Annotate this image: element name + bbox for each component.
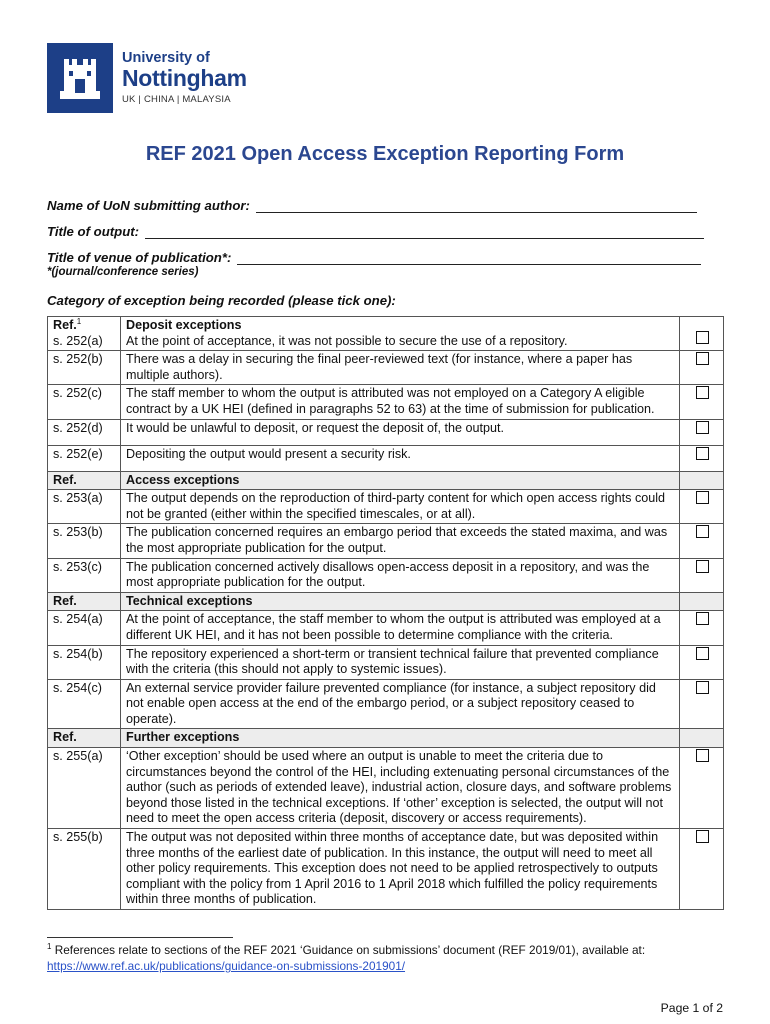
ref-cell — [48, 317, 121, 351]
exception-description — [121, 611, 680, 645]
footnote-text: References relate to sections of the REF 2021 ‘Guidance on submissions’ document (REF 2019/01), available at: — [51, 943, 646, 957]
ref-code: s. 254(a) — [53, 612, 103, 627]
ref-header: Ref. — [48, 592, 121, 611]
venue-label: Title of venue of publication*: — [47, 250, 232, 265]
checkbox-254c[interactable] — [696, 681, 709, 694]
page-title: REF 2021 Open Access Exception Reporting Form — [145, 143, 625, 165]
checkbox-252c[interactable] — [696, 386, 709, 399]
exception-description — [121, 748, 680, 829]
ref-cell — [48, 419, 121, 445]
ref-cell — [48, 748, 121, 829]
exception-text: There was a delay in securing the final peer-reviewed text (for instance, where a paper has multiple authors). — [126, 352, 633, 382]
logo-campuses: UK | CHINA | MALAYSIA — [122, 94, 231, 105]
checkbox-cell — [680, 445, 724, 471]
ref-code: s. 252(e) — [53, 446, 103, 461]
ref-footnote-marker: 1 — [76, 316, 82, 326]
checkbox-cell — [680, 829, 724, 910]
checkbox-cell — [680, 317, 724, 351]
checkbox-cell — [680, 748, 724, 829]
ref-code: s. 253(a) — [53, 491, 103, 506]
logo-university-of: University of — [122, 50, 210, 66]
checkbox-cell — [680, 524, 724, 558]
section-heading: Access exceptions — [121, 471, 680, 490]
exception-text: The publication concerned requires an embargo period that exceeds the stated maxima, and was the most appropriate publication for the output. — [126, 525, 668, 555]
checkbox-cell — [680, 419, 724, 445]
ref-cell — [48, 679, 121, 729]
exception-description — [121, 829, 680, 910]
exception-text: It would be unlawful to deposit, or request the deposit of, the output. — [126, 420, 505, 435]
ref-code: s. 253(b) — [53, 525, 103, 540]
exception-text: At the point of acceptance, the staff member to whom the output is attributed was employed at a different UK HEI, and it has not been possible to determine compliance with the criteria. — [126, 612, 661, 642]
exception-description — [121, 385, 680, 419]
guidance-link[interactable]: https://www.ref.ac.uk/publications/guidance-on-submissions-201901/ — [47, 959, 406, 973]
ref-cell — [48, 558, 121, 592]
venue-field — [47, 250, 701, 265]
exception-description — [121, 317, 680, 351]
ref-header: Ref. — [48, 471, 121, 490]
section-heading: Deposit exceptions — [126, 318, 242, 332]
checkbox-cell — [680, 611, 724, 645]
exception-text: ‘Other exception’ should be used where an output is unable to meet the criteria due to circumstances beyond the control of the HEI, including extenuating personal circumstances of the author (such as periods of extended leave), industrial action, closure days, and software problems beyond those listed in the technical exceptions. If ‘other’ exception is selected, the output will not need to meet the open access criteria (deposit, discovery or access requirements). — [126, 749, 672, 826]
output-title-label: Title of output: — [47, 224, 140, 239]
ref-code: s. 252(b) — [53, 352, 103, 367]
ref-header: Ref. — [53, 318, 77, 332]
ref-code: s. 253(c) — [53, 559, 102, 574]
exception-description — [121, 524, 680, 558]
exception-text: The output depends on the reproduction of third-party content for which open access rights could not be granted (either within the specified timescales, or at all). — [126, 491, 666, 521]
footnote-marker: 1 — [47, 942, 52, 952]
ref-cell — [48, 829, 121, 910]
exception-text: An external service provider failure prevented compliance (for instance, a subject repository did not enable open access at the end of the embargo period, or a subject repository ceased to operate). — [126, 680, 656, 726]
exception-description — [121, 679, 680, 729]
checkbox-255b[interactable] — [696, 830, 709, 843]
exception-text: The repository experienced a short-term or transient technical failure that prevented compliance with the criteria (this should not apply to systemic issues). — [126, 646, 659, 677]
ref-code: s. 254(c) — [53, 680, 102, 695]
university-logo — [47, 43, 247, 113]
exception-description — [121, 419, 680, 445]
category-prompt: Category of exception being recorded (please tick one): — [47, 293, 396, 308]
ref-cell — [48, 524, 121, 558]
checkbox-cell — [680, 558, 724, 592]
checkbox-cell — [680, 385, 724, 419]
ref-code: s. 252(a) — [53, 333, 103, 348]
ref-cell — [48, 611, 121, 645]
exceptions-table — [47, 316, 724, 910]
venue-note: *(journal/conference series) — [47, 266, 199, 278]
ref-cell — [48, 490, 121, 524]
checkbox-252e[interactable] — [696, 447, 709, 460]
exception-text: Depositing the output would present a security risk. — [126, 446, 411, 461]
author-label: Name of UoN submitting author: — [47, 198, 250, 213]
output-title-input-line[interactable] — [145, 224, 704, 239]
output-title-field — [47, 224, 704, 239]
exception-description — [121, 490, 680, 524]
footnote-divider — [47, 937, 233, 938]
ref-cell — [48, 385, 121, 419]
ref-code: s. 252(c) — [53, 386, 102, 401]
ref-cell — [48, 645, 121, 679]
exception-text: At the point of acceptance, it was not possible to secure the use of a repository. — [126, 333, 568, 348]
venue-input-line[interactable] — [237, 250, 701, 265]
checkbox-252b[interactable] — [696, 352, 709, 365]
ref-code: s. 255(b) — [53, 830, 103, 845]
ref-code: s. 255(a) — [53, 749, 103, 764]
checkbox-253b[interactable] — [696, 525, 709, 538]
ref-header: Ref. — [48, 729, 121, 748]
exception-text: The publication concerned actively disallows open-access deposit in a repository, and was the most appropriate publication for the output. — [126, 559, 650, 590]
author-field — [47, 198, 697, 213]
ref-code: s. 254(b) — [53, 646, 103, 661]
checkbox-255a[interactable] — [696, 749, 709, 762]
author-input-line[interactable] — [256, 198, 697, 213]
checkbox-254b[interactable] — [696, 647, 709, 660]
page-number: Page 1 of 2 — [660, 1001, 723, 1015]
checkbox-252d[interactable] — [696, 421, 709, 434]
logo-nottingham: Nottingham — [122, 65, 247, 91]
section-heading: Further exceptions — [121, 729, 680, 748]
exception-description — [121, 558, 680, 592]
checkbox-cell — [680, 645, 724, 679]
exception-description — [121, 351, 680, 385]
checkbox-252a[interactable] — [696, 331, 709, 344]
checkbox-253c[interactable] — [696, 560, 709, 573]
exception-text: The output was not deposited within three months of acceptance date, but was deposited within three months of the earliest date of publication. In this instance, the output will need to meet all other policy requirements. This exception does not need to be applied retrospectively to outputs compliant with the policy from 1 April 2016 to 1 April 2018 which fulfilled the policy requirements within three months of publication. — [126, 830, 659, 907]
checkbox-cell — [680, 490, 724, 524]
exception-description — [121, 645, 680, 679]
checkbox-cell — [680, 679, 724, 729]
ref-code: s. 252(d) — [53, 420, 103, 435]
exception-text: The staff member to whom the output is attributed was not employed on a Category A eligible contract by a UK HEI (defined in paragraphs 52 to 63) at the time of submission for publication. — [126, 386, 655, 416]
ref-cell — [48, 445, 121, 471]
section-heading: Technical exceptions — [121, 592, 680, 611]
ref-cell — [48, 351, 121, 385]
checkbox-cell — [680, 351, 724, 385]
checkbox-254a[interactable] — [696, 612, 709, 625]
footnote — [47, 942, 737, 974]
castle-crest-icon — [47, 43, 113, 113]
checkbox-253a[interactable] — [696, 491, 709, 504]
exception-description — [121, 445, 680, 471]
